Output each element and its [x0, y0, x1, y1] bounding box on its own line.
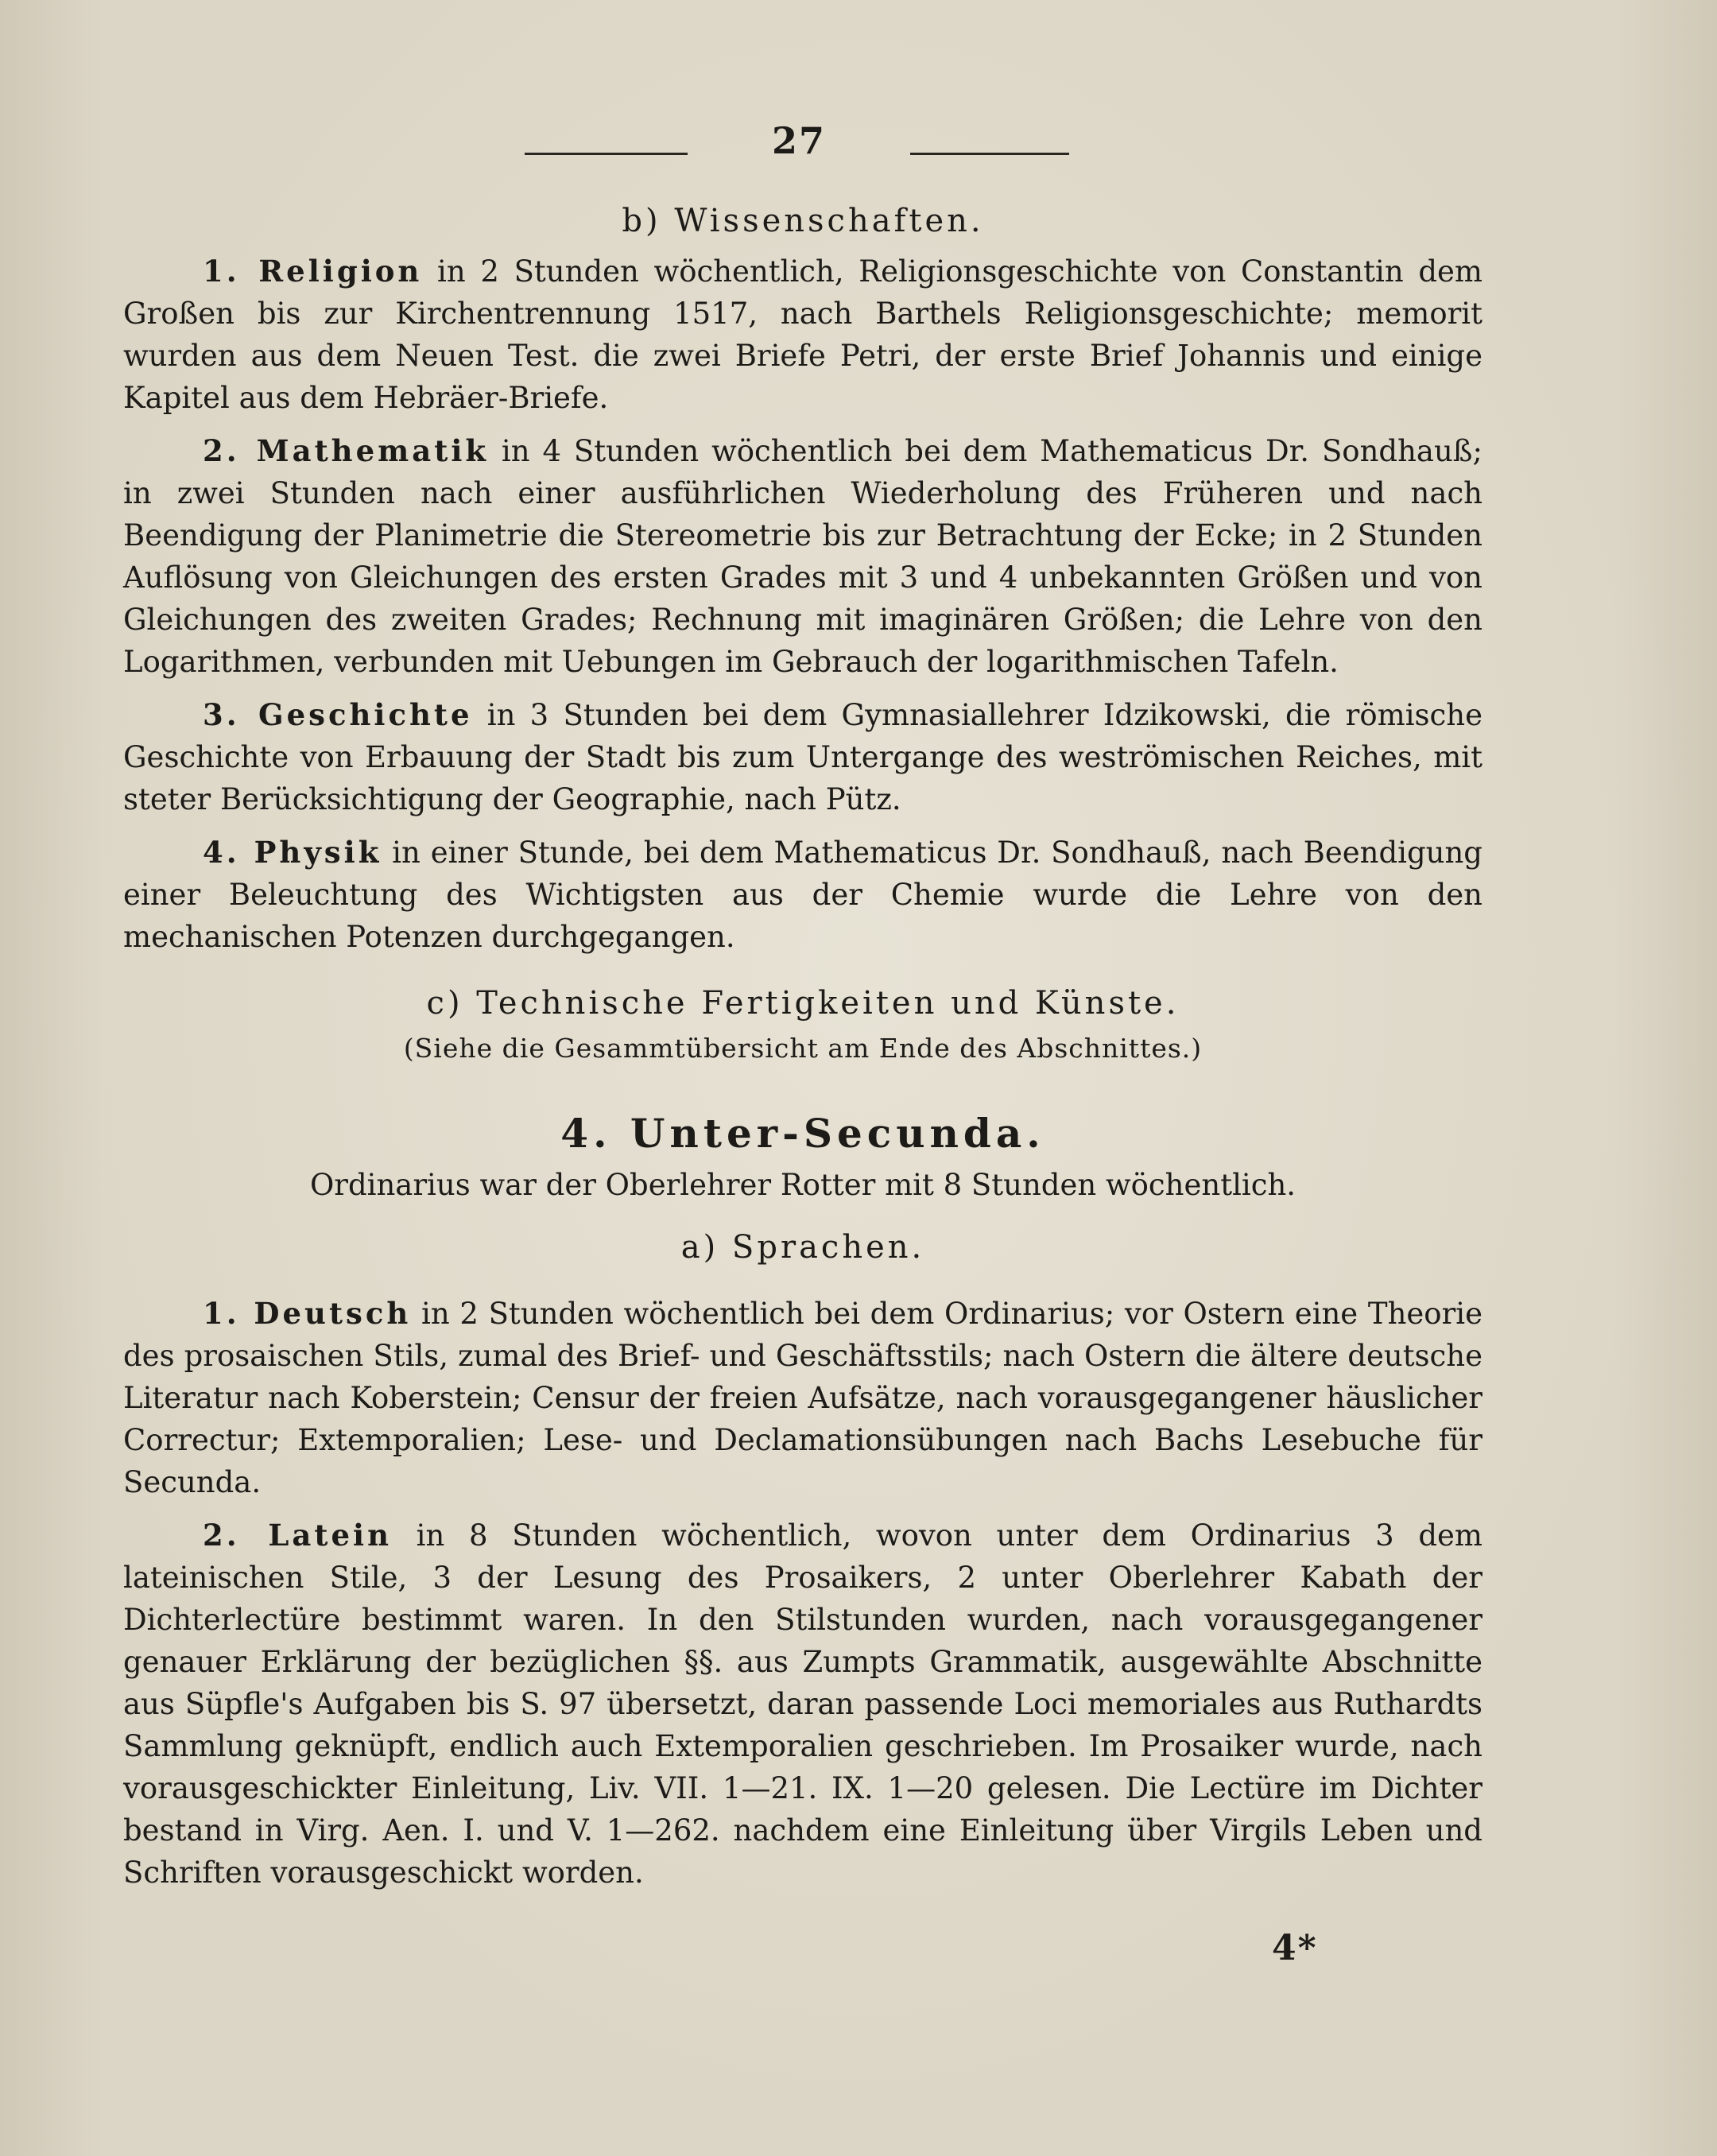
section-c-note: (Siehe die Gesammtübersicht am Ende des Abschnittes.) — [403, 1033, 1203, 1064]
paragraph-term: 1. Deutsch — [203, 1296, 412, 1331]
paragraph-term: 2. Mathematik — [203, 433, 490, 468]
section-c-heading: c) Technische Fertigkeiten und Künste. — [426, 985, 1180, 1022]
paragraph-religion — [123, 250, 1483, 419]
paragraph-geschichte — [123, 694, 1483, 820]
signature-mark: 4* — [1272, 1928, 1318, 1968]
paragraph-term: 3. Geschichte — [203, 697, 473, 732]
header-rule-left — [525, 153, 688, 155]
paragraph-mathematik — [123, 430, 1483, 683]
paragraph-physik — [123, 832, 1483, 958]
page-header — [0, 119, 1717, 183]
paragraph-deutsch — [123, 1293, 1483, 1503]
paragraph-text: in einer Stunde, bei dem Mathematicus Dr. Sondhauß, nach Beendigung einer Beleuchtung des Wichtigsten aus der Chemie wurde die Lehre von den mechanischen Potenzen durchgegangen. — [123, 836, 1483, 954]
section-4-title: 4. Unter-Secunda. — [560, 1110, 1045, 1157]
page-number: 27 — [771, 119, 826, 162]
page-content — [123, 203, 1483, 1894]
section-b-heading: b) Wissenschaften. — [622, 203, 984, 239]
paragraph-term: 4. Physik — [203, 835, 382, 870]
paragraph-term: 2. Latein — [203, 1518, 392, 1553]
paragraph-text: in 3 Stunden bei dem Gymnasiallehrer Idzikowski, die römische Geschichte von Erbauung der Stadt bis zum Untergange des weströmischen Reiches, mit steter Berücksichtigung der Geographie, nach Pütz. — [123, 698, 1483, 816]
section-4a-heading: a) Sprachen. — [680, 1229, 925, 1266]
paragraph-text: in 4 Stunden wöchentlich bei dem Mathematicus Dr. Sondhauß; in zwei Stunden nach einer ausführlichen Wiederholung des Früheren und nach Beendigung der Planimetrie die Stereometrie bis zur Betrachtung der Ecke; in 2 Stunden Auflösung von Gleichungen des ersten Grades mit 3 und 4 unbekannten Größen und von Gleichungen des zweiten Grades; Rechnung mit imaginären Größen; die Lehre von den Logarithmen, verbunden mit Uebungen im Gebrauch der logarithmischen Tafeln. — [123, 434, 1483, 679]
paragraph-term: 1. Religion — [203, 254, 423, 289]
paragraph-text: in 8 Stunden wöchentlich, wovon unter dem Ordinarius 3 dem lateinischen Stile, 3 der Lesung des Prosaikers, 2 unter Oberlehrer Kabath der Dichterlectüre bestimmt waren. In den Stilstunden wurden, nach vorausgegangener genauer Erklärung der bezüglichen §§. aus Zumpts Grammatik, ausgewählte Abschnitte aus Süpfle's Aufgaben bis S. 97 übersetzt, daran passende Loci memoriales aus Ruthardts Sammlung geknüpft, endlich auch Extemporalien geschrieben. Im Prosaiker wurde, nach vorausgeschickter Einleitung, Liv. VII. 1—21. IX. 1—20 gelesen. Die Lectüre im Dichter bestand in Virg. Aen. I. und V. 1—262. nachdem eine Einleitung über Virgils Leben und Schriften vorausgeschickt worden. — [123, 1518, 1483, 1890]
paragraph-text: in 2 Stunden wöchentlich bei dem Ordinarius; vor Ostern eine Theorie des prosaischen Stils, zumal des Brief- und Geschäftsstils; nach Ostern die ältere deutsche Literatur nach Koberstein; Censur der freien Aufsätze, nach vorausgegangener häuslicher Correctur; Extemporalien; Lese- und Declamationsübungen nach Bachs Lesebuche für Secunda. — [123, 1297, 1483, 1499]
ordinarius-line: Ordinarius war der Oberlehrer Rotter mit 8 Stunden wöchentlich. — [309, 1168, 1296, 1202]
paragraph-latein — [123, 1514, 1483, 1894]
paragraph-text: in 2 Stunden wöchentlich, Religionsgeschichte von Constantin dem Großen bis zur Kirchentrennung 1517, nach Barthels Religionsgeschichte; memorit wurden aus dem Neuen Test. die zwei Briefe Petri, der erste Brief Johannis und einige Kapitel aus dem Hebräer-Briefe. — [123, 254, 1483, 415]
header-rule-right — [910, 153, 1069, 155]
